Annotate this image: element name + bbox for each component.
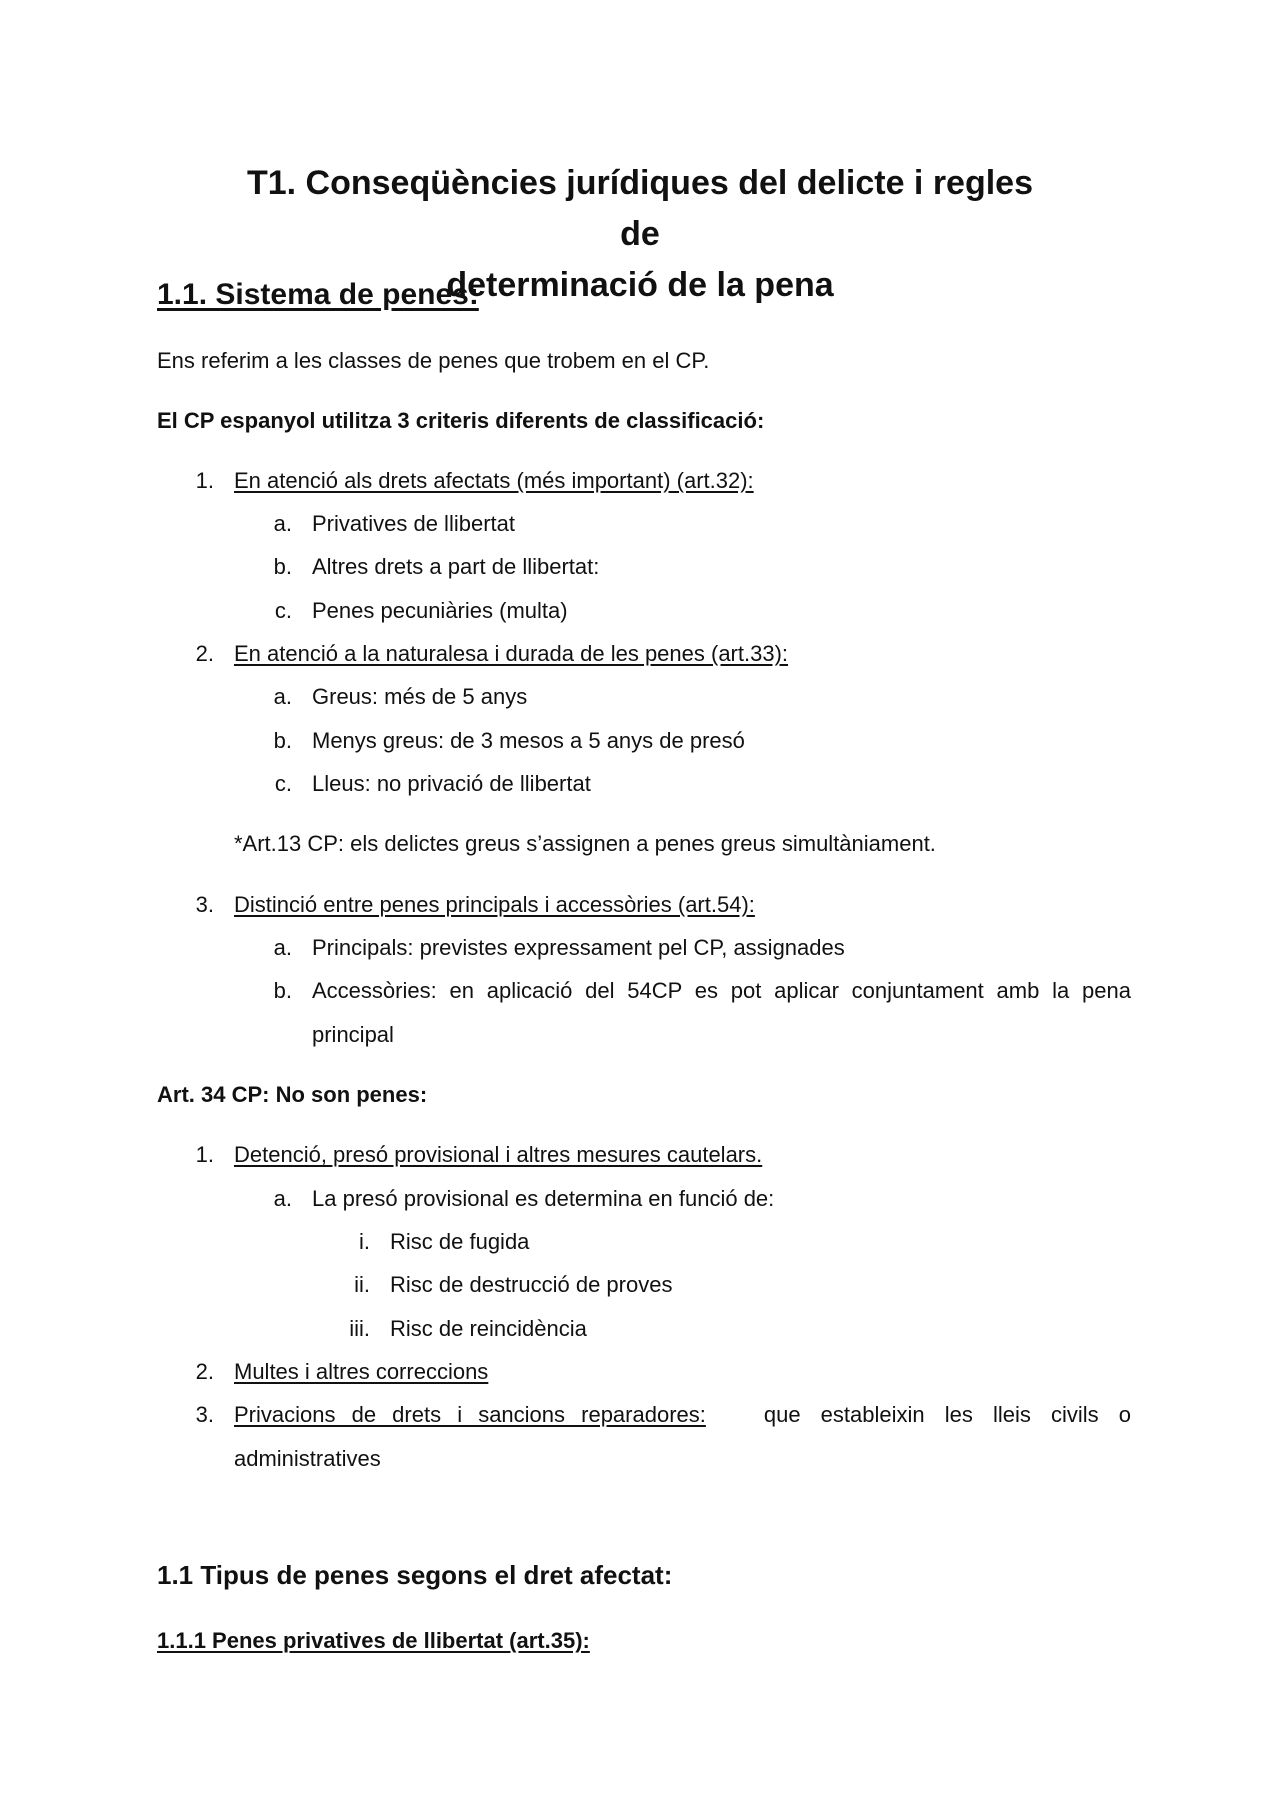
list-marker: a. (273, 684, 292, 709)
not-penalty-label: Multes i altres correccions (234, 1359, 489, 1384)
note-art13: *Art.13 CP: els delictes greus s’assignen a penes greus simultàniament. (234, 831, 936, 856)
not-penalty-description: que estableixin les lleis civils o (763, 1402, 1131, 1427)
subsection-heading-privatives: 1.1.1 Penes privatives de llibertat (art.35): (157, 1628, 590, 1653)
title-line-2: determinació de la pena (446, 266, 834, 304)
list-item: Penes pecuniàries (multa) (312, 598, 568, 623)
list-marker: b. (273, 554, 292, 579)
list-marker: b. (273, 728, 292, 753)
list-marker: 3. (195, 892, 214, 917)
criterion-label: Distinció entre penes principals i accessòries (art.54): (234, 892, 755, 917)
list-marker: a. (273, 511, 292, 536)
section-heading-tipus-penes: 1.1 Tipus de penes segons el dret afectat: (157, 1560, 673, 1590)
list-marker: 1. (195, 468, 214, 493)
list-marker: a. (273, 935, 292, 960)
list-item: Risc de fugida (390, 1229, 530, 1254)
list-item-continuation: administratives (234, 1446, 381, 1471)
not-penalty-label: Privacions de drets i sancions reparadores: (234, 1402, 706, 1427)
list-item: Menys greus: de 3 mesos a 5 anys de presó (312, 728, 745, 753)
list-item: Risc de destrucció de proves (390, 1272, 673, 1297)
criterion-label: En atenció a la naturalesa i durada de les penes (art.33): (234, 641, 789, 666)
list-marker: 3. (195, 1402, 214, 1427)
list-item: Lleus: no privació de llibertat (312, 771, 591, 796)
not-penalty-label: Detenció, presó provisional i altres mesures cautelars. (234, 1142, 763, 1167)
list-marker: i. (359, 1229, 370, 1254)
criteria-heading: El CP espanyol utilitza 3 criteris diferents de classificació: (157, 408, 765, 433)
list-item: Principals: previstes expressament pel CP, assignades (312, 935, 845, 960)
list-marker: a. (273, 1186, 292, 1211)
list-item: Risc de reincidència (390, 1316, 587, 1341)
list-item: Privatives de llibertat (312, 511, 515, 536)
list-marker: c. (274, 771, 292, 796)
list-marker: c. (274, 598, 292, 623)
list-item: Accessòries: en aplicació del 54CP es pot aplicar conjuntament amb la pena (312, 978, 1131, 1003)
list-item: La presó provisional es determina en funció de: (312, 1186, 775, 1211)
list-marker: 2. (195, 641, 214, 666)
criterion-label: En atenció als drets afectats (més important) (art.32): (234, 468, 754, 493)
list-marker: iii. (349, 1316, 370, 1341)
intro-paragraph: Ens referim a les classes de penes que trobem en el CP. (157, 348, 710, 373)
list-marker: 1. (195, 1142, 214, 1167)
list-marker: ii. (354, 1272, 370, 1297)
not-penalty-line (234, 1401, 1131, 1429)
list-item: Altres drets a part de llibertat: (312, 554, 600, 579)
section-heading-sistema-penes: 1.1. Sistema de penes: (157, 278, 479, 311)
list-item: Greus: més de 5 anys (312, 684, 528, 709)
list-item-continuation: principal (312, 1022, 394, 1047)
list-marker: b. (273, 978, 292, 1003)
list-marker: 2. (195, 1359, 214, 1384)
not-penalties-heading: Art. 34 CP: No son penes: (157, 1082, 428, 1107)
title-line-1: T1. Conseqüències jurídiques del delicte i regles de (246, 164, 1034, 253)
